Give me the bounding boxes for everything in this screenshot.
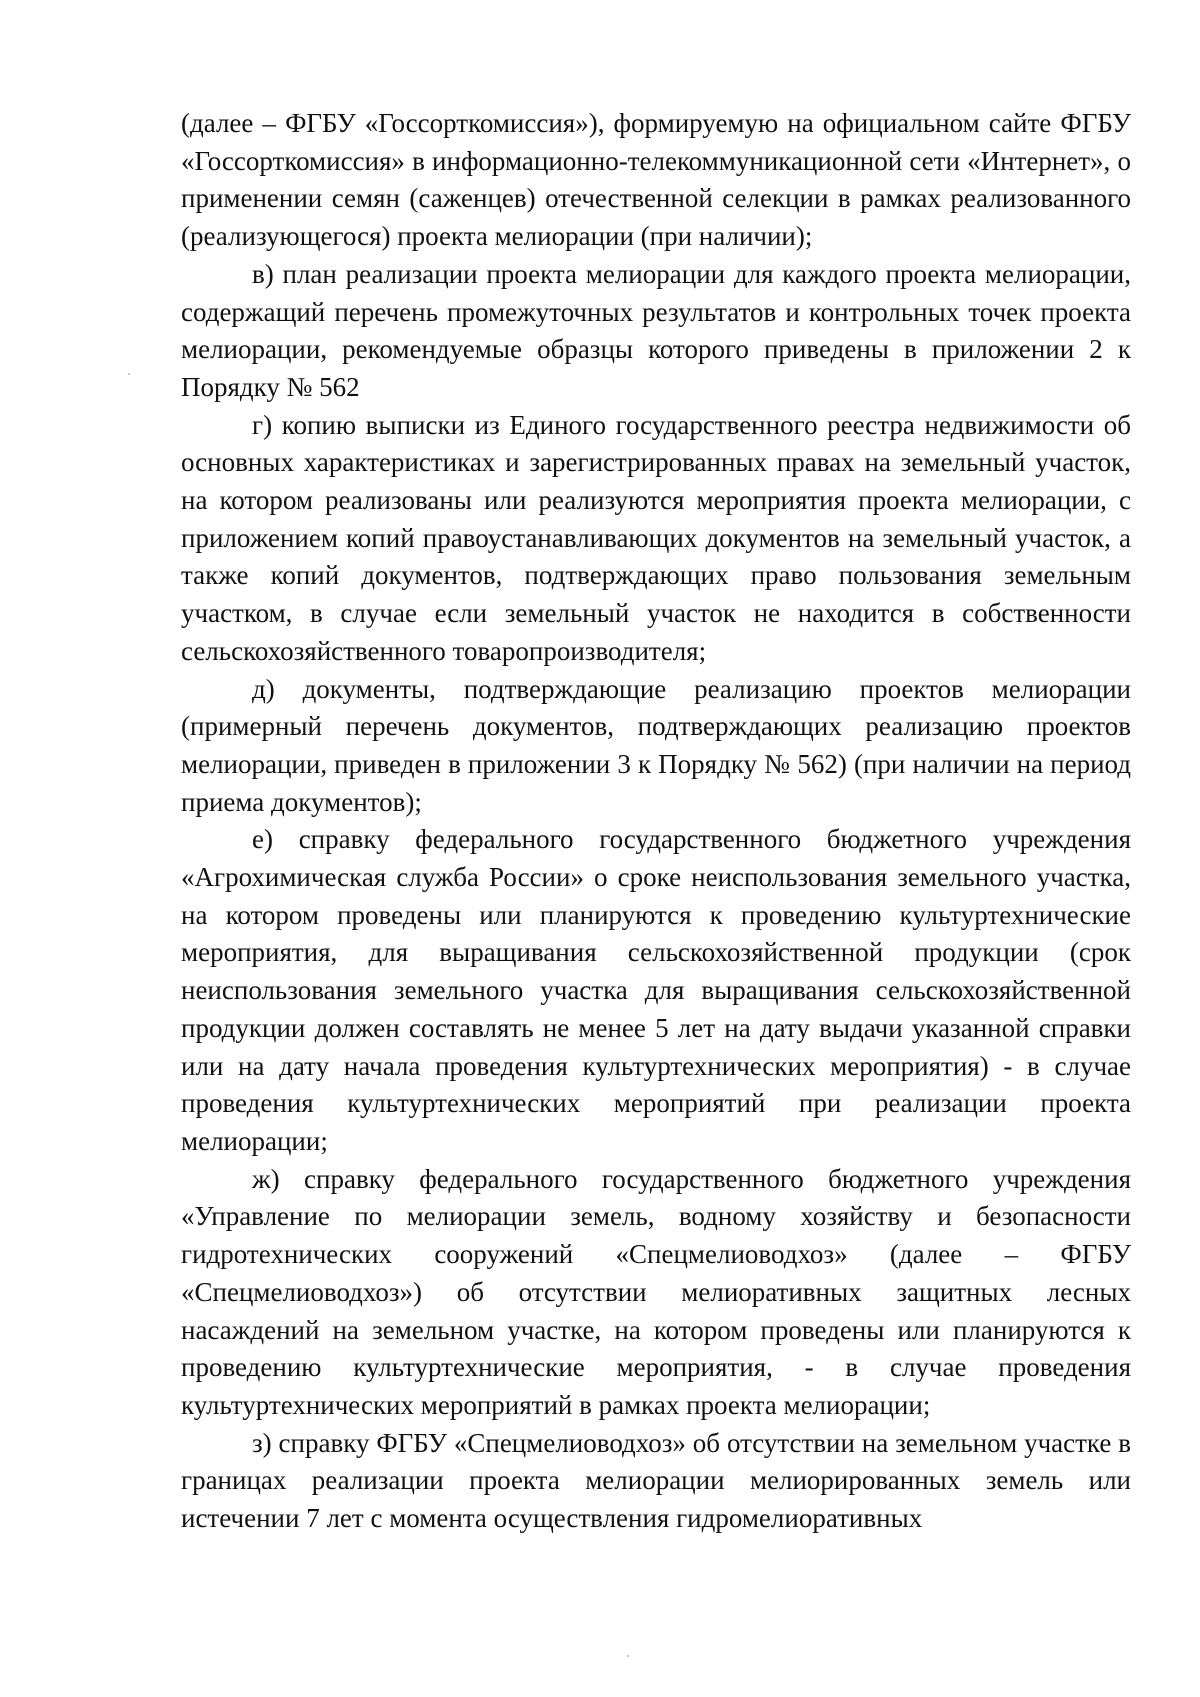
paragraph-item-g: г) копию выписки из Единого государственного реестра недвижимости об основных характеристиках и зарегистрированных правах на земельный участок, на котором реализованы или реализуются мероприятия проекта мелиорации, с приложением копий правоустанавливающих документов на земельный участок, а также копий документов, подтверждающих право пользования земельным участком, в случае если земельный участок не находится в собственности сельскохозяйственного товаропроизводителя;: [181, 409, 1131, 666]
document-body: [181, 105, 1131, 1538]
paragraph-continuation: (далее – ФГБУ «Госсорткомиссия»), формируемую на официальном сайте ФГБУ «Госсорткомиссия» в информационно-телекоммуникационной сети «Интернет», о применении семян (саженцев) отечественной селекции в рамках реализованного (реализующегося) проекта мелиорации (при наличии);: [181, 108, 1131, 252]
scan-speck: [128, 373, 130, 375]
scan-speck: [627, 1655, 629, 1657]
paragraph-item-z: з) справку ФГБУ «Спецмелиоводхоз» об отсутствии на земельном участке в границах реализации проекта мелиорации мелиорированных земель или истечении 7 лет с момента осуществления гидромелиоративных: [181, 1427, 1131, 1534]
paragraph-item-e: е) справку федерального государственного бюджетного учреждения «Агрохимическая служба России» о сроке неиспользования земельного участка, на котором проведены или планируются к проведению культуртехнические мероприятия, для выращивания сельскохозяйственной продукции (срок неиспользования земельного участка для выращивания сельскохозяйственной продукции должен составлять не менее 5 лет на дату выдачи указанной справки или на дату начала проведения культуртехнических мероприятия) - в случае проведения культуртехнических мероприятий при реализации проекта мелиорации;: [181, 824, 1131, 1156]
paragraph-item-zh: ж) справку федерального государственного бюджетного учреждения «Управление по мелиорации земель, водному хозяйству и безопасности гидротехнических сооружений «Спецмелиоводхоз» (далее – ФГБУ «Спецмелиоводхоз») об отсутствии мелиоративных защитных лесных насаждений на земельном участке, на котором проведены или планируются к проведению культуртехнические мероприятия, - в случае проведения культуртехнических мероприятий в рамках проекта мелиорации;: [181, 1163, 1131, 1420]
paragraph-item-v: в) план реализации проекта мелиорации для каждого проекта мелиорации, содержащий перечень промежуточных результатов и контрольных точек проекта мелиорации, рекомендуемые образцы которого приведены в приложении 2 к Порядку № 562: [181, 258, 1131, 402]
paragraph-item-d: д) документы, подтверждающие реализацию проектов мелиорации (примерный перечень документов, подтверждающих реализацию проектов мелиорации, приведен в приложении 3 к Порядку № 562) (при наличии на период приема документов);: [181, 673, 1131, 817]
